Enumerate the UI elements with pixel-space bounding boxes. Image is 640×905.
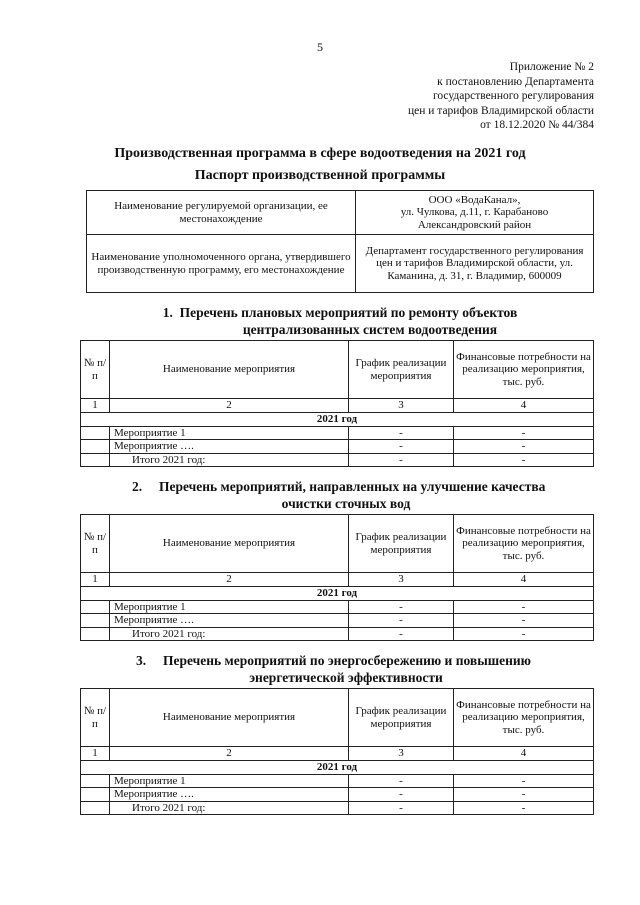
col-index: 1 xyxy=(81,747,110,761)
section-number: 2. xyxy=(132,479,143,494)
measure-name: Мероприятие …. xyxy=(110,440,349,454)
col-index: 1 xyxy=(81,399,110,413)
col-index: 3 xyxy=(349,399,454,413)
section-title-line: Перечень плановых мероприятий по ремонту объектов xyxy=(179,305,518,320)
total-row xyxy=(81,453,594,467)
measure-schedule: - xyxy=(349,426,454,440)
measure-name: Мероприятие 1 xyxy=(110,774,349,788)
col-header-schedule: График реализации мероприятия xyxy=(349,689,454,747)
measure-name: Мероприятие 1 xyxy=(110,426,349,440)
org-line: Александровский район xyxy=(417,218,532,231)
measure-finance: - xyxy=(454,440,594,454)
total-schedule: - xyxy=(349,627,454,641)
col-index: 1 xyxy=(81,573,110,587)
col-header-num: № п/п xyxy=(81,689,110,747)
org-line: ул. Чулкова, д.11, г. Карабаново xyxy=(400,206,549,219)
measure-name: Мероприятие 1 xyxy=(110,600,349,614)
org-line: ООО «ВодаКанал», xyxy=(428,193,521,206)
col-header-num: № п/п xyxy=(81,515,110,573)
appendix-line: Приложение № 2 xyxy=(509,61,594,73)
col-index: 2 xyxy=(110,747,349,761)
measure-name: Мероприятие …. xyxy=(110,614,349,628)
table-row xyxy=(81,426,594,440)
measure-finance: - xyxy=(454,426,594,440)
year-row: 2021 год xyxy=(81,586,594,600)
total-label: Итого 2021 год: xyxy=(110,627,349,641)
measure-finance: - xyxy=(454,600,594,614)
section-3-title xyxy=(96,652,596,686)
passport-value-org xyxy=(356,191,594,235)
measure-finance: - xyxy=(454,614,594,628)
appendix-block xyxy=(408,60,594,133)
total-finance: - xyxy=(454,453,594,467)
appendix-line: от 18.12.2020 № 44/384 xyxy=(480,119,594,131)
total-schedule: - xyxy=(349,801,454,815)
main-title: Производственная программа в сфере водоотведения на 2021 год xyxy=(114,146,526,161)
col-header-schedule: График реализации мероприятия xyxy=(349,341,454,399)
passport-label-org: Наименование регулируемой организации, ее местонахождение xyxy=(87,191,356,235)
col-header-name: Наименование мероприятия xyxy=(110,341,349,399)
col-index: 3 xyxy=(349,747,454,761)
col-header-name: Наименование мероприятия xyxy=(110,689,349,747)
measure-finance: - xyxy=(454,788,594,802)
total-finance: - xyxy=(454,801,594,815)
total-schedule: - xyxy=(349,453,454,467)
measure-schedule: - xyxy=(349,788,454,802)
measure-schedule: - xyxy=(349,614,454,628)
table-row xyxy=(81,440,594,454)
section-3-table xyxy=(80,688,594,815)
col-index: 3 xyxy=(349,573,454,587)
year-row: 2021 год xyxy=(81,760,594,774)
col-header-schedule: График реализации мероприятия xyxy=(349,515,454,573)
section-number: 1. xyxy=(162,305,173,320)
col-index: 2 xyxy=(110,573,349,587)
year-row: 2021 год xyxy=(81,412,594,426)
section-2-title xyxy=(96,478,596,512)
measure-schedule: - xyxy=(349,600,454,614)
measure-schedule: - xyxy=(349,440,454,454)
section-1-title xyxy=(100,304,580,338)
total-label: Итого 2021 год: xyxy=(110,801,349,815)
col-index: 4 xyxy=(454,399,594,413)
passport-title: Паспорт производственной программы xyxy=(194,168,446,183)
appendix-line: к постановлению Департамента xyxy=(437,75,594,88)
col-index: 4 xyxy=(454,573,594,587)
section-title-line: энергетической эффективности xyxy=(249,670,443,685)
measure-schedule: - xyxy=(349,774,454,788)
passport-label-authority: Наименование уполномоченного органа, утвердившего производственную программу, его местонахождение xyxy=(87,235,356,293)
col-header-num: № п/п xyxy=(81,341,110,399)
col-header-finance: Финансовые потребности на реализацию мероприятия, тыс. руб. xyxy=(454,341,594,399)
col-index: 2 xyxy=(110,399,349,413)
total-label: Итого 2021 год: xyxy=(110,453,349,467)
section-title-line: централизованных систем водоотведения xyxy=(242,322,498,337)
section-number: 3. xyxy=(136,653,147,668)
section-title-line: Перечень мероприятий по энергосбережению и повышению xyxy=(163,653,532,668)
col-header-finance: Финансовые потребности на реализацию мероприятия, тыс. руб. xyxy=(454,689,594,747)
appendix-line: цен и тарифов Владимирской области xyxy=(407,104,594,117)
section-2-table xyxy=(80,514,594,641)
table-row xyxy=(81,600,594,614)
col-header-finance: Финансовые потребности на реализацию мероприятия, тыс. руб. xyxy=(454,515,594,573)
total-row xyxy=(81,801,594,815)
table-row xyxy=(81,788,594,802)
section-title-line: Перечень мероприятий, направленных на улучшение качества xyxy=(159,479,546,494)
col-header-name: Наименование мероприятия xyxy=(110,515,349,573)
appendix-line: государственного регулирования xyxy=(432,90,594,102)
page-number: 5 xyxy=(317,40,323,54)
total-finance: - xyxy=(454,627,594,641)
passport-table xyxy=(86,190,594,293)
measure-name: Мероприятие …. xyxy=(110,788,349,802)
section-1-table xyxy=(80,340,594,467)
col-index: 4 xyxy=(454,747,594,761)
total-row xyxy=(81,627,594,641)
passport-value-authority: Департамент государственного регулирования цен и тарифов Владимирской области, ул. Каманина, д. 31, г. Владимир, 600009 xyxy=(356,235,594,293)
section-title-line: очистки сточных вод xyxy=(281,496,411,511)
measure-finance: - xyxy=(454,774,594,788)
table-row xyxy=(81,614,594,628)
table-row xyxy=(81,774,594,788)
